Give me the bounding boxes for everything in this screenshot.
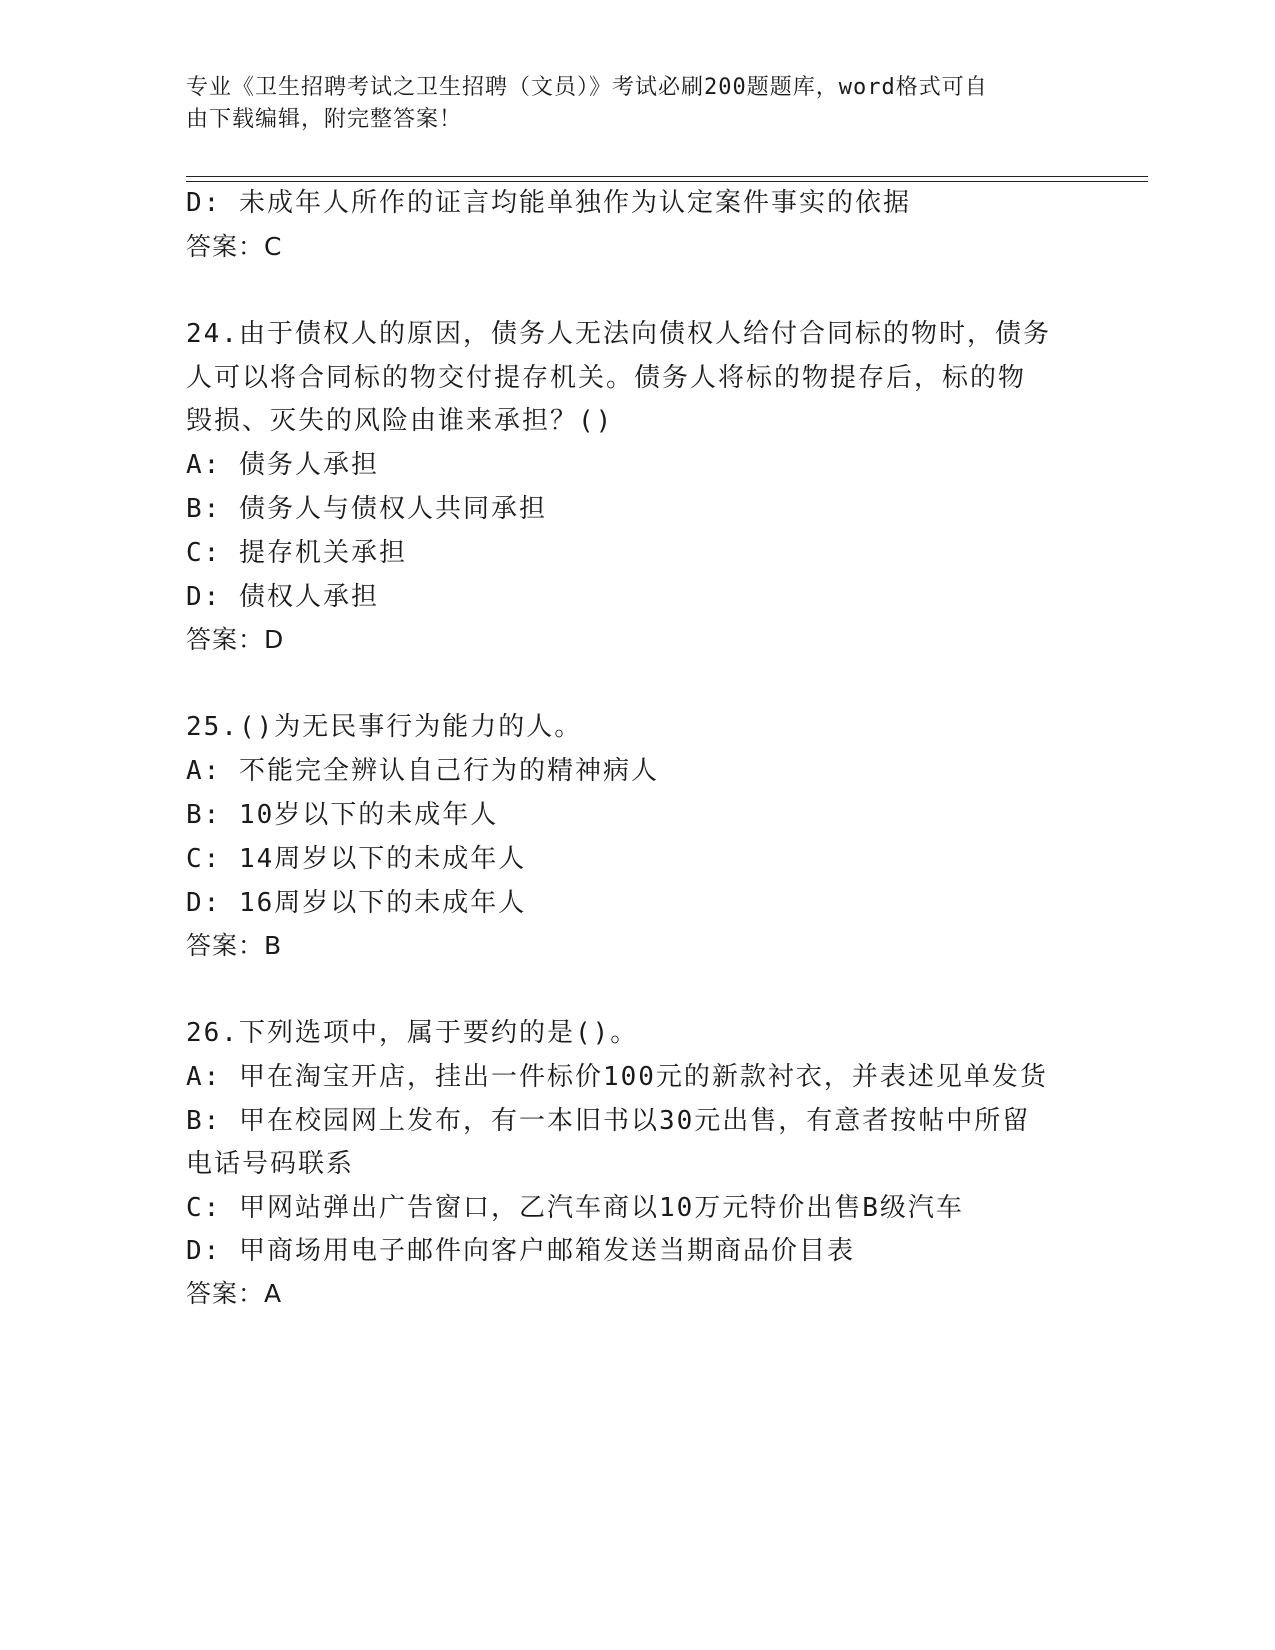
q24-stem-line-1: 24.由于债权人的原因，债务人无法向债权人给付合同标的物时，债务 <box>186 319 1051 349</box>
q24-option-d: D: 债权人承担 <box>186 582 379 612</box>
q25-option-c: C: 14周岁以下的未成年人 <box>186 844 527 874</box>
q25-option-b: B: 10岁以下的未成年人 <box>186 800 499 830</box>
prev-question-answer: 答案：C <box>186 232 283 261</box>
q24-stem-line-2: 人可以将合同标的物交付提存机关。债务人将标的物提存后，标的物 <box>186 363 1027 393</box>
prev-question-option-d: D: 未成年人所作的证言均能单独作为认定案件事实的依据 <box>186 188 911 218</box>
q25-stem: 25.()为无民事行为能力的人。 <box>186 712 583 742</box>
q24-option-b: B: 债务人与债权人共同承担 <box>186 494 547 524</box>
q25-option-a: A: 不能完全辨认自己行为的精神病人 <box>186 756 659 786</box>
header-line-1: 专业《卫生招聘考试之卫生招聘（文员）》考试必刷200题题库，word格式可自 <box>186 75 988 100</box>
q26-option-a: A: 甲在淘宝开店，挂出一件标价100元的新款衬衣，并表述见单发货 <box>186 1062 1048 1092</box>
header-line-2: 由下载编辑，附完整答案！ <box>186 107 463 132</box>
q26-option-b-line-2: 电话号码联系 <box>186 1149 355 1179</box>
q26-answer: 答案：A <box>186 1279 283 1308</box>
q26-stem: 26.下列选项中，属于要约的是()。 <box>186 1018 639 1048</box>
document-header <box>186 72 1086 136</box>
header-divider-top <box>186 176 1148 177</box>
q25-option-d: D: 16周岁以下的未成年人 <box>186 888 527 918</box>
q24-option-c: C: 提存机关承担 <box>186 538 407 568</box>
q26-option-c: C: 甲网站弹出广告窗口，乙汽车商以10万元特价出售B级汽车 <box>186 1193 964 1223</box>
q24-option-a: A: 债务人承担 <box>186 450 379 480</box>
q25-answer: 答案：B <box>186 931 283 960</box>
q26-option-d: D: 甲商场用电子邮件向客户邮箱发送当期商品价目表 <box>186 1236 855 1266</box>
q24-stem-line-3: 毁损、灭失的风险由谁来承担？() <box>186 406 614 436</box>
q26-option-b-line-1: B: 甲在校园网上发布，有一本旧书以30元出售，有意者按帖中所留 <box>186 1106 1031 1136</box>
q24-answer: 答案：D <box>186 625 285 654</box>
